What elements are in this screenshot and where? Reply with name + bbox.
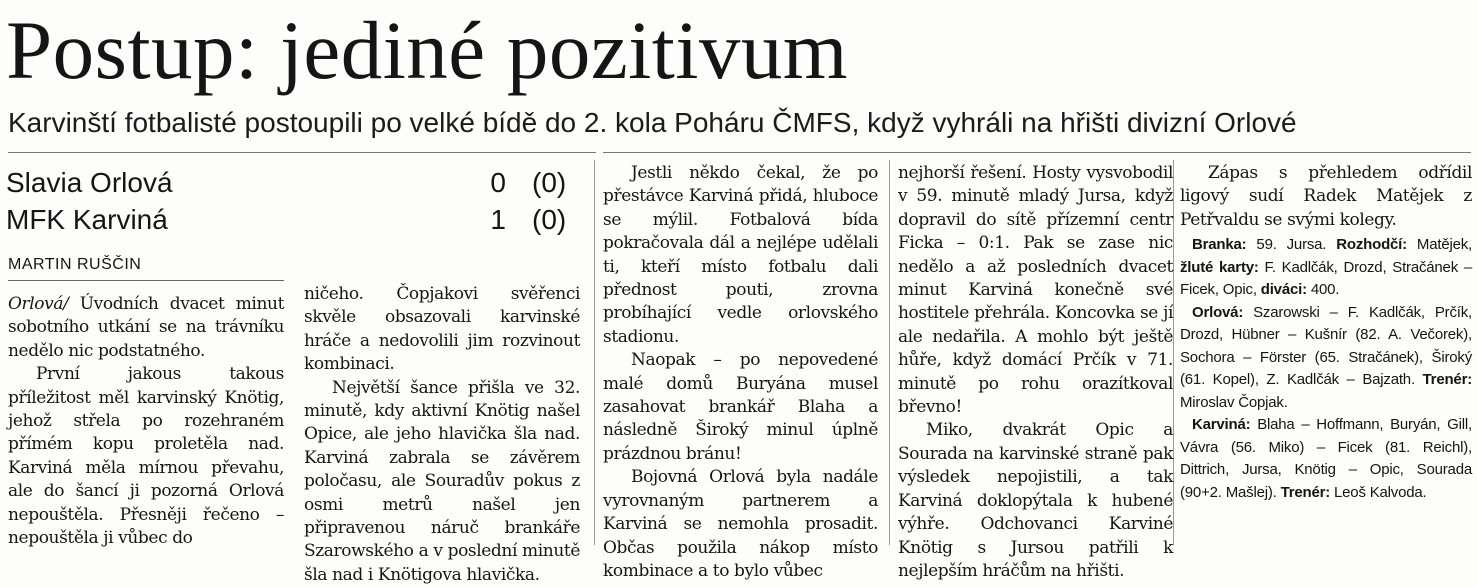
lineup-orlova [1180,302,1472,415]
away-halftime: (0) [532,204,567,235]
article-paragraph: Naopak – po nepovedené malé domů Buryána musel zasahovat brankář Blaha a následně Široký minul úplně prázdnou bránu! [603,350,878,464]
rozhodci-label: Rozhodčí: [1336,236,1407,254]
karvina-coach: Leoš Kalvoda. [1330,483,1427,501]
article-paragraph: ničeho. Čopjakovi svěřenci skvěle obsazovali karvinské hráče a nedovolili jim rozvinout kombinaci. [304,284,580,375]
match-facts [1180,234,1472,504]
away-goals: 1 [490,204,506,235]
karvina-lineup: Blaha – Hoffmann, Buryán, Gill, Vávra (56. Miko) – Ficek (81. Reichl), Dittrich, Jursa, Knötig – Opic, Sourada (90+2. Mašlej). [1180,416,1472,501]
article-column-4 [898,162,1173,583]
subheadline: Karvinští fotbalisté postoupili po velké bídě do 2. kola Poháru ČMFS, když vyhráli na hřišti divizní Orlové [8,107,1297,138]
article-column-5 [1180,162,1472,504]
article-paragraph: Zápas s přehledem odřídil ligový sudí Radek Matějek z Petřvaldu se svými kolegy. [1180,163,1472,230]
article-column-3 [603,162,878,583]
score-row-home [6,164,596,201]
dateline: Orlová/ [8,294,69,314]
orlova-label: Orlová: [1192,303,1244,321]
article-column-2 [304,283,580,587]
attendance-label: diváci: [1260,281,1307,299]
karvina-coach-label: Trenér: [1280,483,1331,501]
away-team: MFK Karviná [6,204,168,235]
branka-value: 59. Jursa. [1246,236,1337,254]
yellow-cards-value: F. Kadlčák, Drozd, Stračánek – Ficek, Opic, [1180,258,1472,299]
header-rule-right [603,152,1471,153]
article-paragraph: Jestli někdo čekal, že po přestávce Karviná přidá, hluboce se mýlil. Fotbalová bída pokračovala dál a nejlépe udělali ti, kteří místo fotbalu dali přednost pouti, zrovna probíhající vedle orlovského stadionu. [603,163,878,347]
article-paragraph: nejhorší řešení. Hosty vysvobodil v 59. minutě mladý Jursa, když dopravil do sítě přízemní centr Ficka – 0:1. Pak se zase nic nedělo a až posledních dvacet minut Karviná konečně své hostitele přehrála. Koncovka se jí ale nedařila. A mohlo být ještě hůře, když domácí Prčík v 71. minutě po rohu orazítkoval břevno! [898,163,1173,418]
orlova-lineup: Szarowski – F. Kadlčák, Prčík, Drozd, Hübner – Kušnír (82. A. Večorek), Sochora – Förster (65. Stračánek), Široký (61. Kopel), Z. Kadlčák – Bajzath. [1180,303,1472,389]
column-divider-3 [1173,160,1174,545]
home-halftime: (0) [532,167,567,198]
orlova-coach-label: Trenér: [1422,371,1472,389]
home-goals: 0 [490,167,506,198]
article-paragraph: Největší šance přišla ve 32. minutě, kdy aktivní Knötig našel Opice, ale jeho hlavička šla nad. Karviná zabrala se závěrem poločasu, ale Souradův pokus z osmi metrů našel jen připravenou náruč brankáře Szarowského a v poslední minutě šla nad i Knötigova hlavička. [304,377,580,585]
byline-rule [8,280,284,281]
header-rule-left [8,152,596,153]
lineup-karvina [1180,414,1472,504]
byline: MARTIN RUŠČIN [8,256,142,273]
home-team: Slavia Orlová [6,167,173,198]
attendance-value: 400. [1306,281,1340,299]
orlova-coach: Miroslav Čopjak. [1180,393,1288,411]
lead-text: Úvodních dvacet minut sobotního utkání se na trávníku nedělo nic podstatného. [8,294,284,361]
article-paragraph [8,293,284,363]
column-divider-2 [889,160,890,545]
article-paragraph: První jakous takous příležitost měl karvinský Knötig, jehož střela po rozehraném přímém kopu proletěla nad. Karviná měla mírnou převahu, ale do šancí ji pozorná Orlová nepouštěla. Přesněji řečeno – nepouštěla ji vůbec do [8,364,284,549]
scoreboard [6,164,596,238]
branka-label: Branka: [1192,236,1247,254]
yellow-cards-label: žluté karty: [1180,258,1259,276]
facts-summary [1180,234,1472,302]
article-column-1 [8,293,284,550]
article-paragraph: Miko, dvakrát Opic a Sourada na karvinské straně pak výsledek nepojistili, a tak Karviná doklopýtala k hubené výhře. Odchovanci Karviné Knötig s Jursou patřili k nejlepším hráčům na hřišti. [898,420,1173,581]
rozhodci-value: Matějek, [1406,236,1472,254]
karvina-label: Karviná: [1192,416,1251,434]
score-row-away [6,201,596,238]
article-paragraph: Bojovná Orlová byla nadále vyrovnaným partnerem a Karviná se nemohla prosadit. Občas použila nákop místo kombinace a to bylo vůbec [603,467,878,581]
headline: Postup: jediné pozitivum [6,4,848,96]
